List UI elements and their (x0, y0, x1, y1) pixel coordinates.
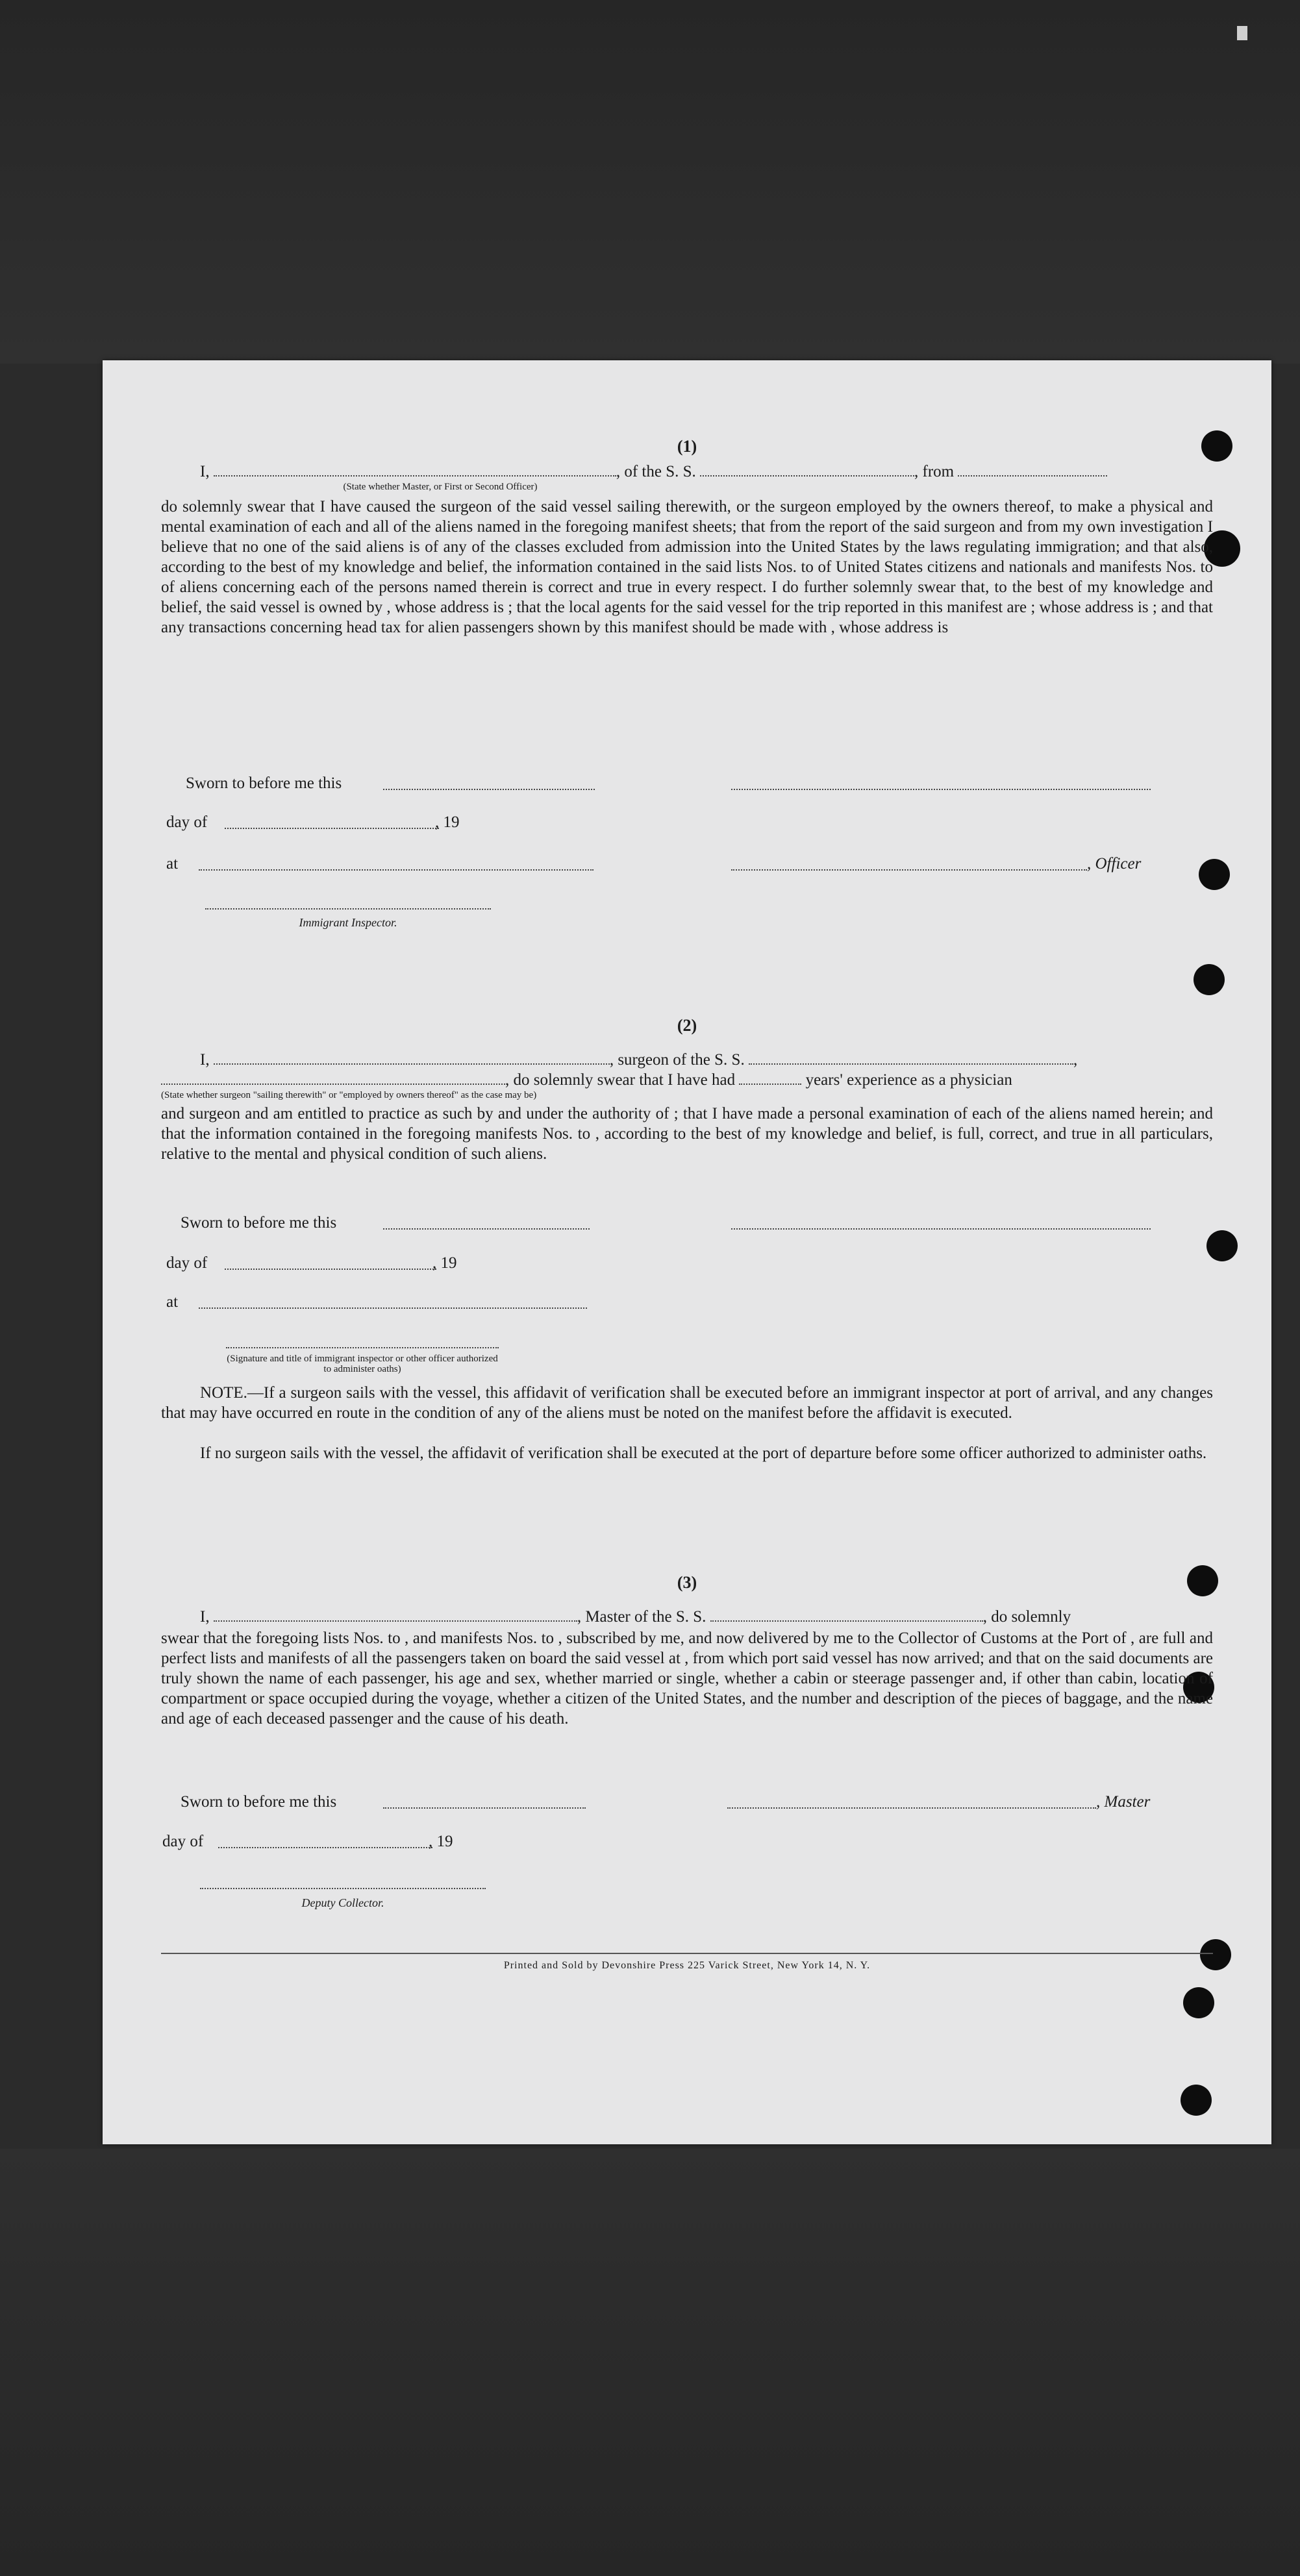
departure-port-blank[interactable] (958, 464, 1107, 477)
surgeon-status-blank[interactable] (161, 1072, 505, 1085)
s1-officer-label: , Officer (1087, 855, 1142, 873)
s1-signature-blank[interactable] (731, 787, 1151, 790)
s2-vessel-blank[interactable] (749, 1052, 1073, 1065)
scanner-background-bottom (0, 2149, 1300, 2576)
section-1-number: (1) (677, 437, 697, 456)
section-1-first-line (161, 462, 1213, 482)
label-surgeon-of: , surgeon of the S. S. (609, 1051, 745, 1069)
s1-year-label: , 19 (435, 813, 460, 831)
s1-sworn-date-blank[interactable] (383, 787, 595, 790)
s3-collector-label: Deputy Collector. (301, 1896, 384, 1909)
s1-sworn-label: Sworn to before me this (186, 774, 342, 792)
label-of-ss: , of the S. S. (616, 463, 696, 480)
s3-master-signature-blank[interactable] (727, 1806, 1096, 1809)
label-i: I, (200, 463, 210, 480)
s3-master-label: , Master (1096, 1793, 1151, 1811)
s2-year-label: , 19 (432, 1254, 457, 1272)
section-3-first-line (161, 1607, 1213, 1627)
s2-official-blank[interactable] (226, 1346, 499, 1348)
surgeon-name-blank[interactable] (214, 1052, 610, 1065)
s1-day-of-label: day of (166, 813, 208, 831)
years-blank[interactable] (739, 1072, 801, 1085)
s2-signature-blank[interactable] (731, 1227, 1151, 1230)
footer-rule (161, 1953, 1213, 1954)
label-do-solemnly: , do solemnly (982, 1608, 1071, 1626)
manifest-sheet (103, 360, 1271, 2144)
punch-hole (1199, 859, 1230, 890)
s1-officer-blank[interactable] (731, 868, 1087, 871)
section-2-number: (2) (677, 1016, 697, 1035)
label-i: I, (200, 1051, 210, 1069)
s2-sworn-date-blank[interactable] (383, 1227, 590, 1230)
section-2 (161, 1016, 1213, 1164)
s3-vessel-blank[interactable] (710, 1609, 983, 1622)
punch-hole (1206, 1230, 1238, 1261)
corner-tab (1237, 26, 1247, 40)
master-name-blank[interactable] (214, 1609, 577, 1622)
punch-hole (1194, 964, 1225, 995)
s1-inspector-label: Immigrant Inspector. (299, 916, 397, 929)
s3-sworn-label: Sworn to before me this (181, 1793, 337, 1811)
s3-day-of-label: day of (162, 1833, 204, 1850)
label-years: years' experience as a physician (805, 1071, 1012, 1089)
label-i: I, (200, 1608, 210, 1626)
s3-day-blank[interactable] (218, 1846, 432, 1848)
s1-at-blank[interactable] (199, 868, 594, 871)
s2-official-caption: (Signature and title of immigrant inspector or other officer authorized to administer oaths) (227, 1354, 498, 1374)
s2-day-blank[interactable] (225, 1267, 436, 1270)
s3-sworn-date-blank[interactable] (383, 1806, 586, 1809)
section-3 (161, 1573, 1213, 1729)
punch-hole (1181, 2085, 1212, 2116)
section-2-caption: (State whether surgeon "sailing therewith" or "employed by owners thereof" as the case may be) (161, 1090, 537, 1100)
scanner-background-top (0, 0, 1300, 364)
label-swear: , do solemnly swear that I have had (505, 1071, 736, 1089)
vessel-name-blank[interactable] (700, 464, 914, 477)
label-from: , from (914, 463, 955, 480)
s3-collector-blank[interactable] (200, 1887, 486, 1889)
label-master-of: , Master of the S. S. (577, 1608, 706, 1626)
section-3-number: (3) (677, 1573, 697, 1592)
officer-name-blank[interactable] (214, 464, 616, 477)
section-2-first-line: I, , surgeon of the S. S. , (200, 1051, 1078, 1069)
s2-at-blank[interactable] (199, 1306, 587, 1309)
s1-day-blank[interactable] (225, 826, 439, 829)
section-2-note: NOTE.—If a surgeon sails with the vessel, this affidavit of verification shall be executed before an immigrant inspector at port of arrival, and any changes that may have occurred en route in the condition of any of the aliens must be noted on the manifest before the affidavit is executed. (161, 1384, 1213, 1422)
printer-imprint: Printed and Sold by Devonshire Press 225 Varick Street, New York 14, N. Y. (503, 1960, 871, 1971)
section-3-oath-text: swear that the foregoing lists Nos. to , and manifests Nos. to , subscribed by me, and now delivered by me to the Collector of Customs at the Port of , are full and perfect lists and manifests of all the passengers taken on board the said vessel at , from which port said vessel has now arrived; and that on the said documents are truly shown the name of each passenger, his age and sex, whether married or single, whether a cabin or steerage passenger and, if other than cabin, location of compartment or space occupied during the voyage, whether a citizen of the United States, and the number and description of the pieces of baggage, and the name and age of each deceased passenger and the cause of his death. (161, 1629, 1213, 1728)
section-2-note-continued: If no surgeon sails with the vessel, the affidavit of verification shall be executed at the port of departure before some officer authorized to administer oaths. (200, 1444, 1207, 1462)
section-2-oath-text: and surgeon and am entitled to practice as such by and under the authority of ; that I have made a personal examination of each of the aliens named herein; and that the information contained in the foregoing manifests Nos. to , according to the best of my knowledge and belief, is full, correct, and true in all particulars, relative to the mental and physical condition of such aliens. (161, 1105, 1213, 1163)
s1-at-label: at (166, 855, 179, 873)
section-2-second-line (161, 1070, 1213, 1090)
s2-at-label: at (166, 1293, 179, 1311)
s2-day-of-label: day of (166, 1254, 208, 1272)
section-1 (161, 437, 1213, 638)
s2-sworn-label: Sworn to before me this (181, 1214, 337, 1232)
s3-year-label: , 19 (429, 1833, 453, 1850)
section-1-caption: (State whether Master, or First or Second Officer) (343, 482, 538, 492)
punch-hole (1183, 1987, 1214, 2018)
s1-inspector-blank[interactable] (205, 907, 491, 910)
section-1-oath-text: do solemnly swear that I have caused the surgeon of the said vessel sailing therewith, or the surgeon employed by the owners thereof, to make a physical and mental examination of each and all of the aliens named in the foregoing manifest sheets; that from the report of the said surgeon and from my own investigation I believe that no one of the said aliens is of any of the classes excluded from admission into the United States by the laws regulating immigration; and that also, according to the best of my knowledge and belief, the information contained in the said lists Nos. to of United States citizens and nationals and manifests Nos. to of aliens concerning each of the persons named therein is correct and true in every respect. I do further solemnly swear that, to the best of my knowledge and belief, the said vessel is owned by , whose address is ; that the local agents for the said vessel for the trip reported in this manifest are ; whose address is ; and that any transactions concerning head tax for alien passengers shown by this manifest should be made with , whose address is (161, 498, 1213, 636)
